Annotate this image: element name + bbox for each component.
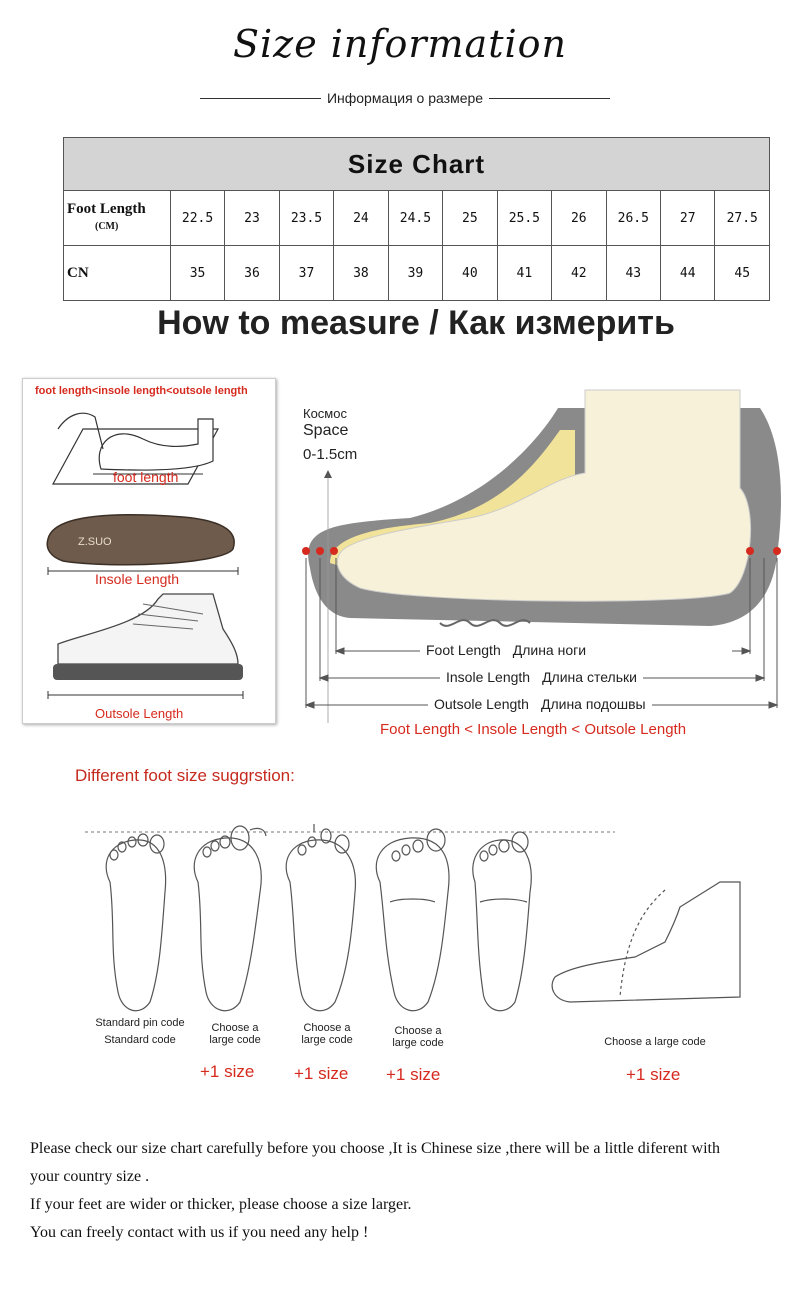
plus-size-5: +1 size — [626, 1065, 681, 1084]
size-notes — [30, 1135, 790, 1247]
space-label-ru: Космос — [303, 406, 347, 421]
foot-length-cell: 25 — [443, 191, 497, 246]
divider-left — [200, 98, 321, 99]
note-line-2: your country size . — [30, 1168, 150, 1185]
size-chart-title: Size Chart — [64, 138, 770, 191]
cn-size-cell: 40 — [443, 246, 497, 301]
plus-size-4: +1 size — [386, 1065, 441, 1084]
foot-types-illustration — [80, 822, 760, 1084]
foot-length-label: Foot Length — [67, 201, 146, 217]
long-toe-foot-icon — [194, 838, 261, 1011]
shoe-section-illustration — [290, 378, 790, 748]
foot-length-cell: 26.5 — [606, 191, 660, 246]
outsole-point-right — [773, 547, 781, 555]
boot-sole-icon — [53, 664, 243, 680]
cn-size-cell: 35 — [170, 246, 224, 301]
foot-length-cell: 25.5 — [497, 191, 551, 246]
foot-outlines — [80, 822, 760, 1022]
foot-outline-icon — [99, 419, 213, 470]
foot-length-cell: 23.5 — [279, 191, 333, 246]
foot-length-ru: Длина ноги — [512, 642, 587, 658]
cn-row — [64, 246, 770, 301]
foot-length-label-cell — [64, 191, 171, 246]
cn-size-cell: 43 — [606, 246, 660, 301]
foot-point-right — [746, 547, 754, 555]
cn-size-cell: 39 — [388, 246, 442, 301]
length-comparison: Foot Length < Insole Length < Outsole Length — [380, 721, 687, 738]
foot-caption-5: Choose a large code — [604, 1036, 706, 1048]
foot-caption-3: Choose a large code — [301, 1022, 353, 1046]
foot-length-en: Foot Length — [426, 642, 501, 658]
foot-length-cell: 22.5 — [170, 191, 224, 246]
foot-caption-1: Standard pin code Standard code — [95, 1017, 185, 1046]
foot-point-left — [330, 547, 338, 555]
subtitle: Информация о размере — [326, 90, 484, 106]
hand-pencil-icon — [58, 413, 103, 449]
outsole-length-caption: Outsole Length — [95, 706, 184, 721]
foot-length-unit: (CM) — [95, 221, 119, 232]
plus-size-3: +1 size — [294, 1064, 349, 1083]
outsole-length-en: Outsole Length — [434, 696, 529, 712]
cn-size-cell: 45 — [715, 246, 770, 301]
divider-right — [489, 98, 610, 99]
wide-forefoot-icon — [473, 840, 531, 1011]
foot-shape — [337, 390, 750, 601]
note-line-3: If your feet are wider or thicker, please choose a size larger. — [30, 1196, 412, 1213]
foot-length-cell: 27 — [661, 191, 715, 246]
foot-length-caption: foot length — [113, 469, 179, 485]
shoe-cross-section-diagram — [290, 378, 790, 748]
foot-length-cell: 26 — [552, 191, 606, 246]
cn-size-cell: 44 — [661, 246, 715, 301]
plus-size-2: +1 size — [200, 1062, 255, 1081]
cn-size-cell: 38 — [334, 246, 388, 301]
measure-title: How to measure / Как измерить — [157, 304, 675, 342]
note-line-4: You can freely contact with us if you need any help ! — [30, 1224, 369, 1241]
insole-length-caption: Insole Length — [95, 571, 180, 587]
insole-length-ru: Длина стельки — [542, 669, 637, 685]
insole-brand: Z.SUO — [78, 536, 112, 548]
outsole-length-measure — [428, 696, 652, 712]
size-chart-table — [63, 137, 770, 301]
foot-length-cell: 23 — [225, 191, 279, 246]
high-instep-foot-icon — [552, 882, 740, 1002]
measure-method-illustration — [23, 399, 275, 723]
measure-method-panel — [22, 378, 276, 724]
foot-length-cell: 27.5 — [715, 191, 770, 246]
insole-icon — [47, 515, 234, 565]
outsole-length-ru: Длина подошвы — [540, 696, 646, 712]
cn-size-cell: 37 — [279, 246, 333, 301]
cn-size-cell: 36 — [225, 246, 279, 301]
space-value: 0-1.5cm — [303, 446, 358, 463]
long-second-toe-foot-icon — [286, 840, 355, 1011]
subtitle-row — [200, 88, 610, 108]
cn-size-cell: 42 — [552, 246, 606, 301]
note-line-1: Please check our size chart carefully before you choose ,It is Chinese size ,there will be a little diferent with — [30, 1140, 720, 1157]
cn-label: CN — [64, 246, 171, 301]
length-order-label: foot length<insole length<outsole length — [35, 385, 248, 397]
foot-length-cell: 24 — [334, 191, 388, 246]
foot-length-cell: 24.5 — [388, 191, 442, 246]
foot-length-row — [64, 191, 770, 246]
cn-size-cell: 41 — [497, 246, 551, 301]
foot-caption-4: Choose a large code — [392, 1025, 444, 1049]
space-label-en: Space — [303, 422, 349, 439]
wide-foot-icon — [376, 838, 449, 1011]
foot-length-measure — [420, 642, 732, 658]
insole-length-measure — [440, 669, 643, 685]
standard-foot-icon — [106, 840, 165, 1011]
page-title: Size information — [233, 22, 567, 66]
suggestion-title: Different foot size suggrstion: — [75, 766, 295, 785]
outsole-point-left — [302, 547, 310, 555]
insole-length-en: Insole Length — [446, 669, 531, 685]
foot-caption-2: Choose a large code — [209, 1022, 261, 1046]
insole-point-left — [316, 547, 324, 555]
